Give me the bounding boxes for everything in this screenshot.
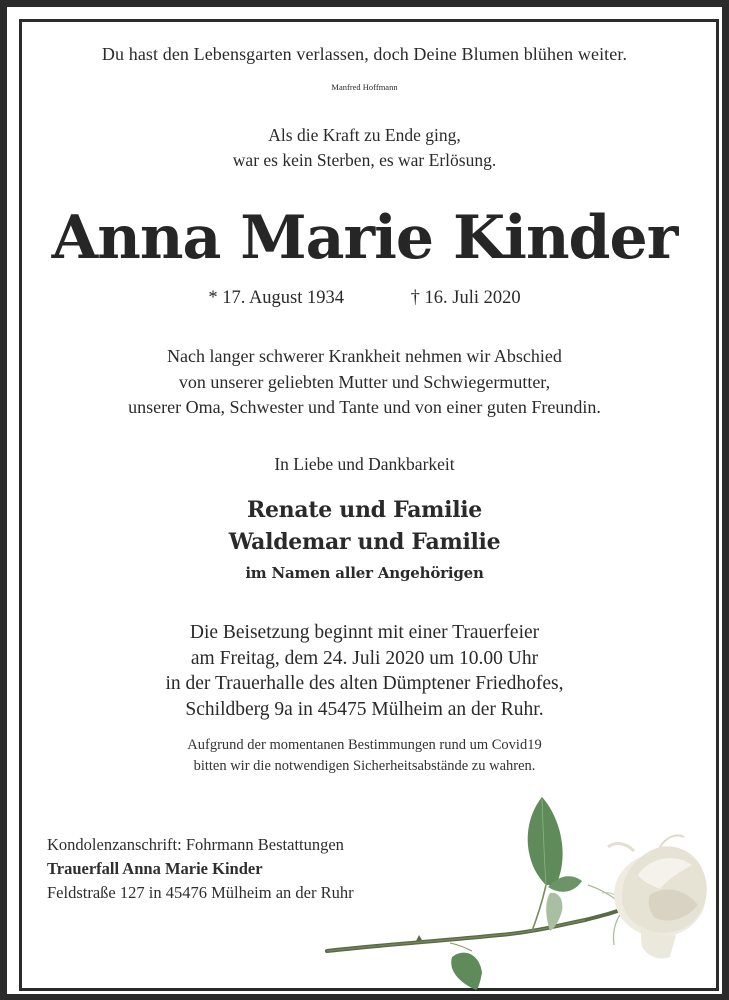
- funeral-details: [0, 620, 729, 722]
- funeral-line-1: Die Beisetzung beginnt mit einer Trauerfeier: [189, 622, 540, 643]
- covid-line-2: bitten wir die notwendigen Sicherheitsabstände zu wahren.: [193, 758, 536, 774]
- farewell-text: [0, 344, 729, 421]
- motto-quote: Du hast den Lebensgarten verlassen, doch Deine Blumen blühen weiter.: [101, 44, 628, 64]
- covid-note: [0, 735, 729, 777]
- death-date: † 16. Juli 2020: [410, 288, 521, 308]
- birth-date: * 17. August 1934: [208, 288, 345, 308]
- farewell-line-2: von unserer geliebten Mutter und Schwiegermutter,: [178, 371, 551, 392]
- verse-line-1: Als die Kraft zu Ende ging,: [268, 125, 461, 145]
- farewell-line-3: unserer Oma, Schwester und Tante und von einer guten Freundin.: [128, 397, 601, 417]
- funeral-line-2: am Freitag, dem 24. Juli 2020 um 10.00 Uhr: [190, 647, 539, 669]
- life-dates: [0, 288, 729, 309]
- white-rose-icon: [320, 785, 715, 990]
- thanks-line: In Liebe und Dankbarkeit: [274, 454, 455, 474]
- mourner-1: Renate und Familie: [247, 497, 482, 523]
- deceased-name: Anna Marie Kinder: [51, 203, 678, 273]
- verse: [0, 123, 729, 173]
- mourners: [0, 494, 729, 558]
- condolence-address: [47, 833, 354, 905]
- mourners-subtitle: im Namen aller Angehörigen: [245, 564, 484, 582]
- mourner-2: Waldemar und Familie: [228, 529, 501, 555]
- motto-author: Manfred Hoffmann: [331, 82, 398, 92]
- funeral-line-4: Schildberg 9a in 45475 Mülheim an der Ruhr.: [185, 698, 544, 720]
- contact-line-2: Trauerfall Anna Marie Kinder: [47, 859, 263, 878]
- farewell-line-1: Nach langer schwerer Krankheit nehmen wir Abschied: [167, 346, 562, 366]
- covid-line-1: Aufgrund der momentanen Bestimmungen rund um Covid19: [187, 737, 542, 753]
- verse-line-2: war es kein Sterben, es war Erlösung.: [232, 150, 497, 170]
- funeral-line-3: in der Trauerhalle des alten Dümptener Friedhofes,: [165, 673, 564, 694]
- contact-line-3: Feldstraße 127 in 45476 Mülheim an der Ruhr: [47, 883, 354, 902]
- contact-line-1: Kondolenzanschrift: Fohrmann Bestattungen: [47, 835, 344, 854]
